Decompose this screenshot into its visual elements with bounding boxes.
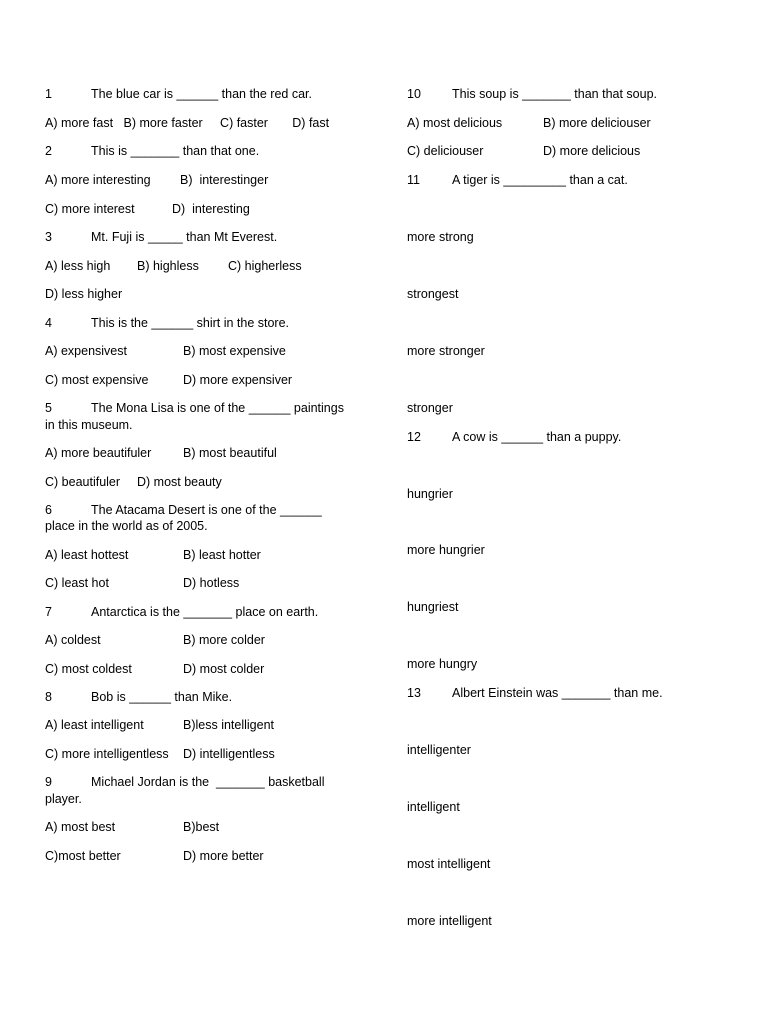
option-4: more intelligent bbox=[407, 914, 492, 928]
option-d: D) more expensiver bbox=[183, 373, 293, 387]
question-number: 6 bbox=[45, 503, 52, 517]
option-c: C) more interest bbox=[45, 202, 135, 216]
option-3: hungriest bbox=[407, 600, 459, 614]
question-number: 11 bbox=[407, 173, 420, 187]
option-4: stronger bbox=[407, 401, 453, 415]
option-b: B) most beautiful bbox=[183, 446, 277, 460]
option-a: A) less high bbox=[45, 259, 111, 273]
option-c: C) deliciouser bbox=[407, 144, 484, 158]
question-number: 1 bbox=[45, 87, 52, 101]
option-1: hungrier bbox=[407, 487, 453, 501]
question-text: The Atacama Desert is one of the ______ bbox=[91, 503, 322, 517]
question-number: 13 bbox=[407, 686, 421, 700]
question-text: Bob is ______ than Mike. bbox=[91, 690, 233, 704]
option-a: A) most delicious bbox=[407, 116, 503, 130]
question-text-continued: in this museum. bbox=[45, 418, 133, 432]
option-a: A) least intelligent bbox=[45, 718, 144, 732]
option-c: C) more intelligentless bbox=[45, 747, 169, 761]
option-3: most intelligent bbox=[407, 857, 491, 871]
question-text-continued: player. bbox=[45, 792, 82, 806]
option-d: D) hotless bbox=[183, 576, 240, 590]
option-d: D) more better bbox=[183, 849, 264, 863]
question-text: A cow is ______ than a puppy. bbox=[452, 430, 622, 444]
question-text: Albert Einstein was _______ than me. bbox=[452, 686, 663, 700]
option-a: A) coldest bbox=[45, 633, 101, 647]
option-2: intelligent bbox=[407, 800, 460, 814]
option-d: D) most beauty bbox=[137, 475, 222, 489]
question-text: Michael Jordan is the _______ basketball bbox=[91, 775, 325, 789]
question-number: 5 bbox=[45, 401, 52, 415]
question-number: 8 bbox=[45, 690, 52, 704]
option-4: more hungry bbox=[407, 657, 478, 671]
question-number: 10 bbox=[407, 87, 421, 101]
option-c: C) beautifuler bbox=[45, 475, 121, 489]
question-number: 12 bbox=[407, 430, 421, 444]
option-b: B) more deliciouser bbox=[543, 116, 651, 130]
question-number: 9 bbox=[45, 775, 52, 789]
option-c: C) most expensive bbox=[45, 373, 149, 387]
option-b: B) most expensive bbox=[183, 344, 286, 358]
option-a: A) least hottest bbox=[45, 548, 129, 562]
option-d: D) interesting bbox=[172, 202, 250, 216]
option-1: intelligenter bbox=[407, 743, 471, 757]
option-d: D) more delicious bbox=[543, 144, 641, 158]
question-text: Antarctica is the _______ place on earth. bbox=[91, 605, 319, 619]
option-1: more strong bbox=[407, 230, 474, 244]
question-number: 3 bbox=[45, 230, 52, 244]
question-number: 2 bbox=[45, 144, 52, 158]
option-a: A) more beautifuler bbox=[45, 446, 152, 460]
answer-options: A) more fast B) more faster C) faster D) fast bbox=[45, 116, 330, 130]
question-number: 4 bbox=[45, 316, 52, 330]
question-text: Mt. Fuji is _____ than Mt Everest. bbox=[91, 230, 278, 244]
question-text: The blue car is ______ than the red car. bbox=[91, 87, 312, 101]
option-c: C) higherless bbox=[228, 259, 302, 273]
option-a: A) more interesting bbox=[45, 173, 151, 187]
question-text: The Mona Lisa is one of the ______ paintings bbox=[91, 401, 344, 415]
question-number: 7 bbox=[45, 605, 52, 619]
question-text: This soup is _______ than that soup. bbox=[452, 87, 658, 101]
option-b: B) least hotter bbox=[183, 548, 261, 562]
option-b: B)best bbox=[183, 820, 220, 834]
question-text: This is the ______ shirt in the store. bbox=[91, 316, 290, 330]
option-b: B) highless bbox=[137, 259, 199, 273]
option-a: A) most best bbox=[45, 820, 116, 834]
option-a: A) expensivest bbox=[45, 344, 127, 358]
option-c: C) most coldest bbox=[45, 662, 132, 676]
option-c: C) least hot bbox=[45, 576, 109, 590]
question-text-continued: place in the world as of 2005. bbox=[45, 519, 208, 533]
option-2: more hungrier bbox=[407, 543, 485, 557]
option-d: D) less higher bbox=[45, 287, 123, 301]
option-b: B) more colder bbox=[183, 633, 265, 647]
option-d: D) most colder bbox=[183, 662, 265, 676]
option-c: C)most better bbox=[45, 849, 121, 863]
option-d: D) intelligentless bbox=[183, 747, 275, 761]
option-2: strongest bbox=[407, 287, 459, 301]
option-b: B)less intelligent bbox=[183, 718, 275, 732]
question-text: This is _______ than that one. bbox=[91, 144, 260, 158]
option-3: more stronger bbox=[407, 344, 485, 358]
option-b: B) interestinger bbox=[180, 173, 269, 187]
question-text: A tiger is _________ than a cat. bbox=[452, 173, 628, 187]
